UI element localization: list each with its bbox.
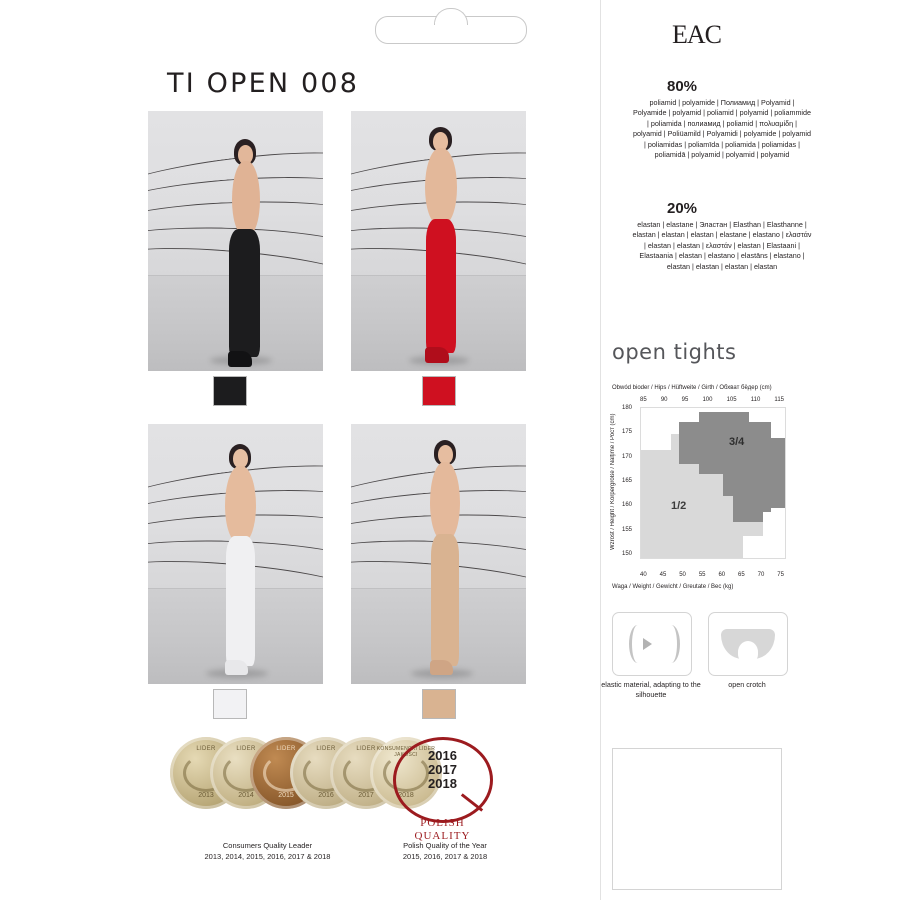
coin-year: 2015	[278, 792, 294, 799]
model-figure	[216, 139, 272, 371]
elastic-arc-right-icon	[663, 625, 680, 663]
composition-percent: 20%	[667, 200, 698, 217]
info-blank-box	[612, 748, 782, 890]
polish-quality-caption	[375, 840, 515, 862]
photo-beige	[351, 424, 526, 684]
polish-quality-year: 2016	[428, 748, 457, 763]
swatch-box-beige[interactable]	[422, 689, 456, 719]
polish-quality-year: 2017	[428, 762, 457, 777]
model-legs-hosiery	[426, 219, 456, 353]
polish-quality-caption-line2: 2015, 2016, 2017 & 2018	[402, 852, 488, 861]
tick: 180	[622, 405, 633, 411]
tick: 165	[622, 477, 633, 484]
photo-black	[148, 111, 323, 371]
tick: 170	[622, 453, 633, 460]
tick: 40	[640, 572, 647, 578]
polish-quality-label-line1: POLISH	[420, 817, 465, 829]
tick: 155	[622, 526, 633, 533]
tick: 85	[640, 397, 647, 403]
model-shoe	[430, 660, 453, 675]
model-legs-hosiery	[229, 229, 260, 357]
photo-white	[148, 424, 323, 684]
composition-materials: elastan | elastane | Эластан | Elasthan | Elasthanne | elastan | elastan | elastan | elastane | elastano | ελαστάν | elastan | elastan | ελαστάν | elastan | Elastaani | Elastaania | elastan | elastano | elastāns | elastano | elastan | elastan | elastan | elastan	[632, 220, 812, 271]
tick: 75	[777, 572, 784, 578]
coin-text: KONSUMENCKI LIDER JAKOŚCI	[376, 746, 436, 758]
tick: 115	[774, 397, 784, 403]
coin-year: 2016	[318, 792, 334, 799]
coin-text: LIDER	[356, 746, 376, 752]
zone-3-4-cell	[699, 412, 723, 474]
coin-year: 2018	[398, 792, 414, 799]
model-shoe	[225, 660, 248, 675]
zone-3-4-cell	[763, 438, 785, 508]
tick: 95	[681, 397, 689, 403]
tick: 45	[659, 572, 667, 578]
model-torso	[425, 148, 457, 224]
size-chart-hips-ticks	[640, 397, 784, 403]
zone-1-2-cell	[641, 450, 671, 558]
zone-3-4-label: 3/4	[729, 436, 745, 448]
composition-elastane	[612, 200, 892, 272]
consumers-quality-caption-line2: 2013, 2014, 2015, 2016, 2017 & 2018	[204, 852, 331, 861]
tick: 55	[698, 572, 706, 578]
size-chart-height-ticks	[622, 405, 632, 557]
tick: 60	[718, 572, 726, 578]
tick: 150	[622, 550, 633, 557]
open-crotch-icon-box	[708, 612, 788, 676]
zone-3-4-cell	[723, 412, 749, 496]
coin-year: 2014	[238, 792, 254, 799]
size-chart-hips-caption: Obwód bioder / Hips / Hüftweite / Girth / Обхват бёдер (cm)	[612, 385, 772, 391]
tick: 100	[702, 397, 713, 403]
tick: 70	[757, 572, 765, 578]
coin-text: LIDER	[316, 746, 336, 752]
zone-3-4-cell	[733, 496, 763, 522]
coin-year: 2017	[358, 792, 374, 799]
swatch-box-black[interactable]	[213, 376, 247, 406]
tick: 65	[738, 572, 745, 578]
tick: 160	[622, 502, 633, 509]
coin-year: 2013	[198, 792, 214, 799]
tick: 105	[726, 397, 737, 403]
open-crotch-icon	[721, 629, 775, 659]
coin-text: LIDER	[236, 746, 256, 752]
consumers-quality-caption	[160, 840, 375, 862]
polish-quality-caption-line1: Polish Quality of the Year	[403, 841, 487, 850]
size-chart-plot	[640, 407, 786, 559]
coin-text: LIDER	[276, 746, 296, 752]
page-title: TI OPEN 008	[167, 68, 360, 99]
zone-1-2-label: 1/2	[671, 500, 687, 512]
size-chart-weight-ticks	[640, 572, 784, 578]
tick: 110	[750, 397, 761, 403]
eac-mark: EAC	[672, 20, 721, 49]
tick: 50	[679, 572, 686, 578]
open-crotch-caption: open crotch	[728, 680, 766, 689]
size-chart	[612, 385, 784, 590]
polish-quality-emblem	[375, 737, 510, 842]
size-chart-weight-caption: Waga / Weight / Gewicht / Greutate / Вес (kg)	[612, 584, 734, 590]
swatch-box-white[interactable]	[213, 689, 247, 719]
model-torso	[232, 161, 260, 235]
model-legs-hosiery	[431, 534, 459, 666]
tick: 175	[622, 429, 633, 436]
model-figure	[413, 127, 469, 371]
tick: 90	[660, 397, 668, 403]
elastic-material-caption: elastic material, adapting to the silhouette	[601, 680, 701, 699]
composition-polyamide	[612, 78, 892, 160]
composition-percent: 80%	[667, 78, 698, 95]
model-figure	[417, 440, 473, 684]
model-torso	[430, 462, 460, 540]
polish-quality-label-line2: QUALITY	[414, 830, 471, 842]
composition-materials: poliamid | polyamide | Полиамид | Polyamid | Polyamide | polyamid | poliamid | polyamid | poliammide | poliamida | полиамид | poliamid | πολυαμίδη | polyamid | Poliüamild | Polyamidi | polyamide | polyamid | poliamidas | poliamīda | poliamida | poliamidas | poliamidā | polyamid | polyamid | polyamid	[632, 98, 812, 160]
photo-red	[351, 111, 526, 371]
size-chart-height-caption: Wzrost / Height / Körpergröße / Nalţime / Рост (cm)	[610, 413, 616, 551]
awards-section	[160, 735, 520, 865]
zone-3-4-cell	[679, 422, 699, 464]
polish-quality-year: 2018	[428, 776, 457, 791]
polish-quality-years	[375, 749, 510, 791]
swatch-box-red[interactable]	[422, 376, 456, 406]
model-shoe	[228, 351, 252, 367]
elastic-material-icon-box	[612, 612, 692, 676]
model-figure	[212, 444, 268, 684]
consumers-quality-caption-line1: Consumers Quality Leader	[222, 841, 313, 850]
elastic-arrow-icon	[643, 638, 652, 650]
model-legs-hosiery	[226, 536, 255, 666]
model-torso	[225, 466, 256, 542]
model-shoe	[425, 347, 449, 363]
coin-text: LIDER	[196, 746, 216, 752]
category-label: open tights	[612, 340, 737, 364]
